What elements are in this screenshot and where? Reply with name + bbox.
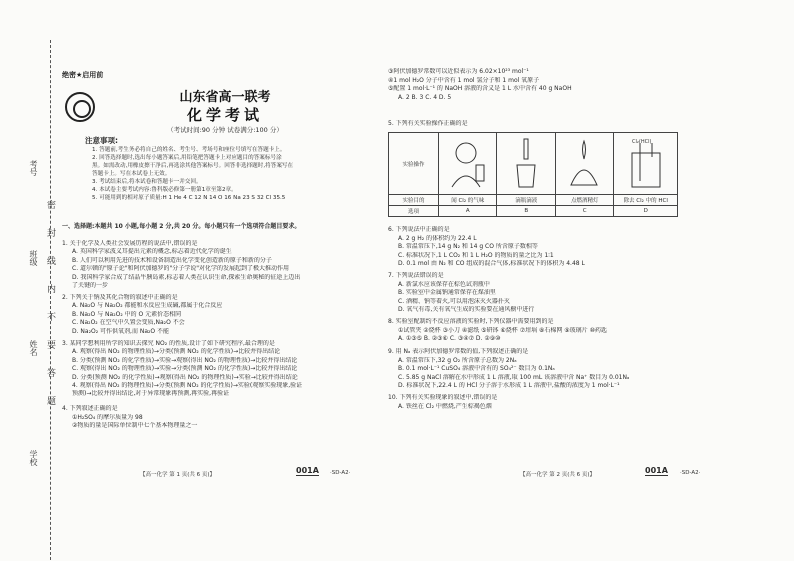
option: C. 观察(得出 NO₂ 的物理性质)→实验→分类(预测 NO₂ 的化学性质)→比较并得出结论: [72, 365, 298, 373]
footer-left-text: 【高一化学 第 1 页(共 6 页)】: [140, 472, 216, 478]
option: A. 观察(得出 NO₂ 的物理性质)→分类(预测 NO₂ 的化学性质)→比较并得出结论: [72, 348, 281, 356]
row-label: 实验目的: [389, 195, 439, 206]
statement: ①H₂SO₄ 的摩尔质量为 98: [72, 413, 143, 421]
seal-char: 封: [45, 228, 55, 237]
notice-item: 3. 考试结束后,将本试卷和答题卡一并交回。: [92, 179, 202, 185]
subject-title: 化学考试: [186, 106, 263, 124]
option: A. 新氯水应该保存在棕色试剂瓶中: [398, 280, 490, 288]
option-cell: B: [497, 206, 555, 217]
option: A. Na₂O 与 Na₂O₂ 都能和水反应生成碱,都属于化合反应: [72, 302, 223, 310]
purpose-cell: 闻 Cl₂ 的气味: [439, 195, 497, 206]
option: B. 常温常压下,14 g N₂ 和 14 g CO 所含原子数相等: [398, 243, 538, 251]
option: B. 0.1 mol·L⁻¹ CuSO₄ 溶液中含有的 SO₄²⁻ 数目为 0.1Nₐ: [398, 365, 555, 373]
question-8: [388, 318, 688, 344]
table-header-cell: 实验操作: [389, 133, 439, 195]
footer-right-tail: ·SD-A2·: [680, 470, 701, 476]
notice-item: 4. 本试卷主要考试内容:鲁科版必修第一册第1章至第2章。: [92, 187, 237, 193]
question-7: [388, 272, 688, 315]
footer-left-tail: ·SD-A2·: [330, 470, 351, 476]
figure-alcohol-lamp: [555, 133, 613, 195]
question-line: 10. 下列有关实验现象的叙述中,错误的是: [388, 394, 498, 401]
option-row: A. ①③⑤ B. ②③⑥ C. ③④⑦ D. ②⑨⑩: [398, 335, 501, 343]
section-heading: 一、选择题:本题共 10 小题,每小题 2 分,共 20 分。每小题只有一个选项符合题目要求。: [62, 223, 301, 230]
seal-line: [50, 40, 51, 560]
person-smelling-icon: [440, 135, 495, 191]
notice-item: 黑。如需改动,用橡皮擦干净后,再选涂其他答案标号。回答非选择题时,将答案写在: [92, 163, 294, 169]
binding-label-name: 姓名: [29, 340, 38, 356]
question-4-continued: [388, 68, 688, 102]
notice-list: [92, 146, 332, 202]
notice-item: 答题卡上。写在本试卷上无效。: [92, 171, 171, 177]
option: 了关键的一步: [72, 282, 109, 290]
seal-char: 答: [45, 368, 55, 377]
option: B. 实验室中金属钠通常保存在煤油里: [398, 289, 496, 297]
secret-mark: 绝密★启用前: [62, 71, 104, 79]
question-3: [62, 340, 382, 399]
option-cell: A: [439, 206, 497, 217]
option: 4. 观察(得出 NO₂ 的物理性质)→分类(预测 NO₂ 的化学性质)→实验(观察实验现象,验证: [72, 382, 303, 390]
binding-margin: [0, 0, 60, 561]
question-line: 3. 某同学想利用所学的知识去探究 NO₂ 的性质,设计了如下研究程序,最合理的是: [62, 340, 275, 347]
purpose-cell: 滴瓶滴液: [497, 195, 555, 206]
time-info: （考试时间:90 分钟 试卷满分:100 分）: [167, 126, 283, 134]
statement: ①试管夹 ②烧杯 ③小刀 ④滤纸 ⑤研钵 ⑥烧杯 ⑦坩埚 ⑧石棉网 ⑨玻璃片 ⑩药匙: [398, 326, 607, 334]
figure-gas-wash: [614, 133, 678, 195]
purpose-cell: 点燃酒精灯: [555, 195, 613, 206]
experiment-table: [388, 132, 678, 217]
question-line: 6. 下列说法中正确的是: [388, 226, 450, 233]
figure-dropper: [497, 133, 555, 195]
purpose-cell: 除去 Cl₂ 中的 HCl: [614, 195, 678, 206]
option: B. 人们可以利用先进的技术和设备制造出化学变化创造新的原子和新的分子: [72, 256, 272, 264]
question-6: [388, 226, 688, 269]
figure-smell-gas: [439, 133, 497, 195]
question-line: 7. 下列说法错误的是: [388, 272, 444, 279]
option: 预测)→比较并得出结论,对于异常现象再预测,再实验,再验证: [72, 390, 230, 398]
option-cell: D: [614, 206, 678, 217]
option: A. 2 g H₂ 的体积约为 22.4 L: [398, 234, 477, 242]
dropper-icon: [499, 135, 554, 191]
option-row: A. 2 B. 3 C. 4 D. 5: [398, 93, 452, 101]
footer-right-code: 001A: [645, 466, 668, 475]
question-9: [388, 348, 688, 391]
option: C. Na₂O₂ 在空气中久置会变质,Na₂O 不会: [72, 319, 185, 327]
notice-heading: 注意事项:: [85, 136, 118, 145]
notice-item: 2. 回答选择题时,选出每小题答案后,用铅笔把答题卡上对应题目的答案标号涂: [92, 155, 282, 161]
binding-label-school: 学校: [29, 450, 38, 466]
question-5: [388, 120, 688, 129]
question-line: 4. 下列叙述正确的是: [62, 405, 118, 412]
footer-right-text: 【高一化学 第 2 页(共 6 页)】: [520, 472, 596, 478]
option-cell: C: [555, 206, 613, 217]
option: A. 常温常压下,32 g O₂ 所含原子总数为 2Nₐ: [398, 356, 517, 364]
statement: ④1 mol H₂O 分子中含有 1 mol 氢分子和 1 mol 氧原子: [388, 76, 540, 84]
row-label: 选项: [389, 206, 439, 217]
option: D. 氧气有毒,关有氧气生成的实验要在通风橱中进行: [398, 306, 535, 314]
option: D. 0.1 mol 由 N₂ 和 CO 组成的混合气体,标准状况下的体积为 4.48 L: [398, 260, 585, 268]
question-line: 8. 实验室配制约不反应溶液的实验时,下列仪器中需要用到的是: [388, 318, 554, 325]
question-2: [62, 294, 382, 336]
binding-label-class: 班级: [29, 250, 38, 266]
question-line: 1. 关于化学及人类社会发展历程的说法中,错误的是: [62, 240, 198, 247]
notice-item: 1. 答题前,考生务必将自己的姓名、考生号、考场号和座位号填写在答题卡上。: [92, 147, 286, 153]
question-line: 5. 下列有关实验操作正确的是: [388, 120, 468, 127]
seal-char: 线: [45, 256, 55, 265]
option: B. Na₂O 与 Na₂O₂ 中的 O 元素价态相同: [72, 310, 182, 318]
footer-left-code: 001A: [296, 466, 319, 475]
seal-char: 题: [45, 396, 55, 405]
binding-label-id: 考号: [29, 160, 38, 176]
option: C. 标准状况下,1 L CO₂ 和 1 L H₂O 的物质的量之比为 1∶1: [398, 251, 554, 259]
option: D. Na₂O₂ 可作供氧剂,而 Na₂O 不能: [72, 327, 170, 335]
seal-char: 要: [45, 340, 55, 349]
gas-washing-bottle-icon: [616, 135, 676, 191]
option: B. 分类(预测 NO₂ 的化学性质)→实验→观察(得出 NO₂ 的物理性质)→比较并得出结论: [72, 356, 298, 364]
seal-char: 内: [45, 284, 55, 293]
notice-item: 5. 可能用到的相对原子质量:H 1 He 4 C 12 N 14 O 16 Na 23 S 32 Cl 35.5: [92, 195, 286, 201]
option: D. 分类(预测 NO₂ 的化学性质)→观察(得出 NO₂ 的物理性质)→实验→比较并得出结论: [72, 373, 298, 381]
option: A. 铁丝在 Cl₂ 中燃烧,产生棕褐色烟: [398, 402, 492, 410]
seal-char: 密: [45, 200, 55, 209]
option: A. 英国科学家波义耳提出元素的概念,标志着近代化学的诞生: [72, 248, 232, 256]
gas-label: Cl₂(HCl): [631, 138, 652, 145]
option: C. 道尔顿的"原子论"和阿伏加德罗的"分子学说"对化学的发展起到了极大推动作用: [72, 265, 290, 273]
option: C. 5.85 g NaCl 溶解在水中形成 1 L 溶液,取 100 mL 该溶液中含 Na⁺ 数目为 0.01Nₐ: [398, 373, 630, 381]
question-4: [62, 405, 382, 431]
statement: ⑤配置 1 mol·L⁻¹ 的 NaOH 溶液的含义是 1 L 水中含有 40 g NaOH: [388, 85, 572, 93]
seal-char: 不: [45, 312, 55, 321]
option: D. 我国科学家合成了结晶牛胰岛素,标志着人类在认识生命,探索生命奥秘的征途上迈出: [72, 273, 301, 281]
option: C. 酒精、钠等着火,可以用泡沫灭火器扑灭: [398, 297, 510, 305]
publisher-logo-icon: [65, 92, 95, 122]
question-line: 9. 用 Nₐ 表示阿伏加德罗常数的值,下列叙述正确的是: [388, 348, 529, 355]
alcohol-lamp-icon: [557, 135, 612, 191]
question-10: [388, 394, 688, 411]
statement: ②物质的量是国际单位制中七个基本物理量之一: [72, 422, 198, 430]
question-1: [62, 240, 382, 290]
statement: ③阿伏加德罗常数可以近似表示为 6.02×10²³ mol⁻¹: [388, 68, 529, 75]
option: D. 标准状况下,22.4 L 的 HCl 分子溶于水形成 1 L 溶液中,盐酸的浓度为 1 mol·L⁻¹: [398, 382, 620, 390]
question-line: 2. 下列关于钠及其化合物的叙述中正确的是: [62, 294, 178, 301]
exam-title: 山东省高一联考: [179, 90, 271, 105]
